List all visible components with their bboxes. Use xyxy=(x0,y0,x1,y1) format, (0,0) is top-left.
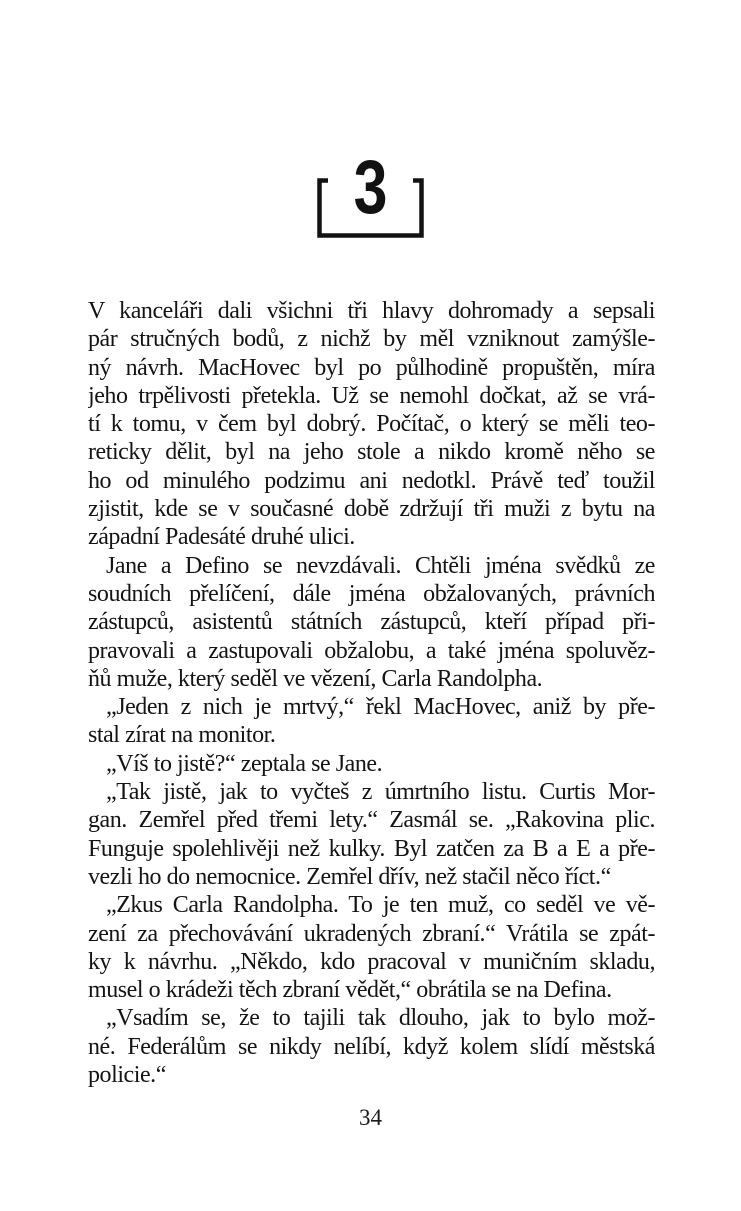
text-line: zjistit, kde se v současné době zdržují tři muži z bytu na xyxy=(88,496,655,523)
paragraph xyxy=(88,750,655,778)
text-line: zení za přechovávání ukradených zbraní.“ Vrátila se zpát- xyxy=(88,920,655,947)
text-line: stal zírat na monitor. xyxy=(88,722,276,749)
text-line: „Víš to jistě?“ zeptala se Jane. xyxy=(106,750,383,777)
body-text xyxy=(88,297,655,1089)
text-line: soudních přelíčení, dále jména obžalovaných, právních xyxy=(88,580,655,607)
text-line: tí k tomu, v čem byl dobrý. Počítač, o který se měli teo- xyxy=(88,411,655,438)
text-line: pravovali a zastupovali obžalobu, a také jména spoluvěz- xyxy=(88,637,655,664)
paragraph xyxy=(88,693,655,750)
text-line: musel o krádeži těch zbraní vědět,“ obrátila se na Defina. xyxy=(88,977,612,1004)
text-line: reticky dělit, byl na jeho stole a nikdo kromě něho se xyxy=(88,439,655,466)
text-line: západní Padesáté druhé ulici. xyxy=(88,524,355,551)
text-line: „Jeden z nich je mrtvý,“ řekl MacHovec, aniž by pře- xyxy=(106,694,655,721)
text-line: ný návrh. MacHovec byl po půlhodině propuštěn, míra xyxy=(88,354,655,381)
chapter-number: 3 xyxy=(353,145,388,230)
paragraph xyxy=(88,1004,655,1089)
text-line: Jane a Defino se nevzdávali. Chtěli jména svědků ze xyxy=(106,552,655,579)
text-line: pár stručných bodů, z nichž by měl vzniknout zamýšle- xyxy=(88,326,655,353)
text-line: ky k návrhu. „Někdo, kdo pracoval v muničním skladu, xyxy=(88,948,655,975)
text-line: gan. Zemřel před třemi lety.“ Zasmál se. „Rakovina plic. xyxy=(88,807,655,834)
paragraph xyxy=(88,552,655,693)
text-line: ho od minulého podzimu ani nedotkl. Právě teď toužil xyxy=(88,467,655,494)
text-line: né. Federálům se nikdy nelíbí, když kolem slídí městská xyxy=(88,1033,655,1060)
text-line: vezli ho do nemocnice. Zemřel dřív, než stačil něco říct.“ xyxy=(88,863,611,890)
text-line: Funguje spolehlivěji než kulky. Byl zatčen za B a E a pře- xyxy=(88,835,655,862)
chapter-heading xyxy=(317,145,424,238)
text-line: jeho trpělivosti přetekla. Už se nemohl dočkat, až se vrá- xyxy=(88,382,655,409)
text-line: policie.“ xyxy=(88,1062,166,1089)
text-line: zástupců, asistentů státních zástupců, kteří případ při- xyxy=(88,609,655,636)
text-line: „Vsadím se, že to tajili tak dlouho, jak to bylo mož- xyxy=(106,1005,655,1032)
text-line: „Zkus Carla Randolpha. To je ten muž, co seděl ve vě- xyxy=(106,892,655,919)
paragraph xyxy=(88,891,655,1004)
text-line: V kanceláři dali všichni tři hlavy dohromady a sepsali xyxy=(88,298,655,324)
text-line: ňů muže, který seděl ve vězení, Carla Randolpha. xyxy=(88,665,543,692)
paragraph xyxy=(88,297,655,552)
paragraph xyxy=(88,778,655,891)
page-number: 34 xyxy=(359,1105,382,1130)
text-line: „Tak jistě, jak to vyčteš z úmrtního listu. Curtis Mor- xyxy=(106,779,655,806)
